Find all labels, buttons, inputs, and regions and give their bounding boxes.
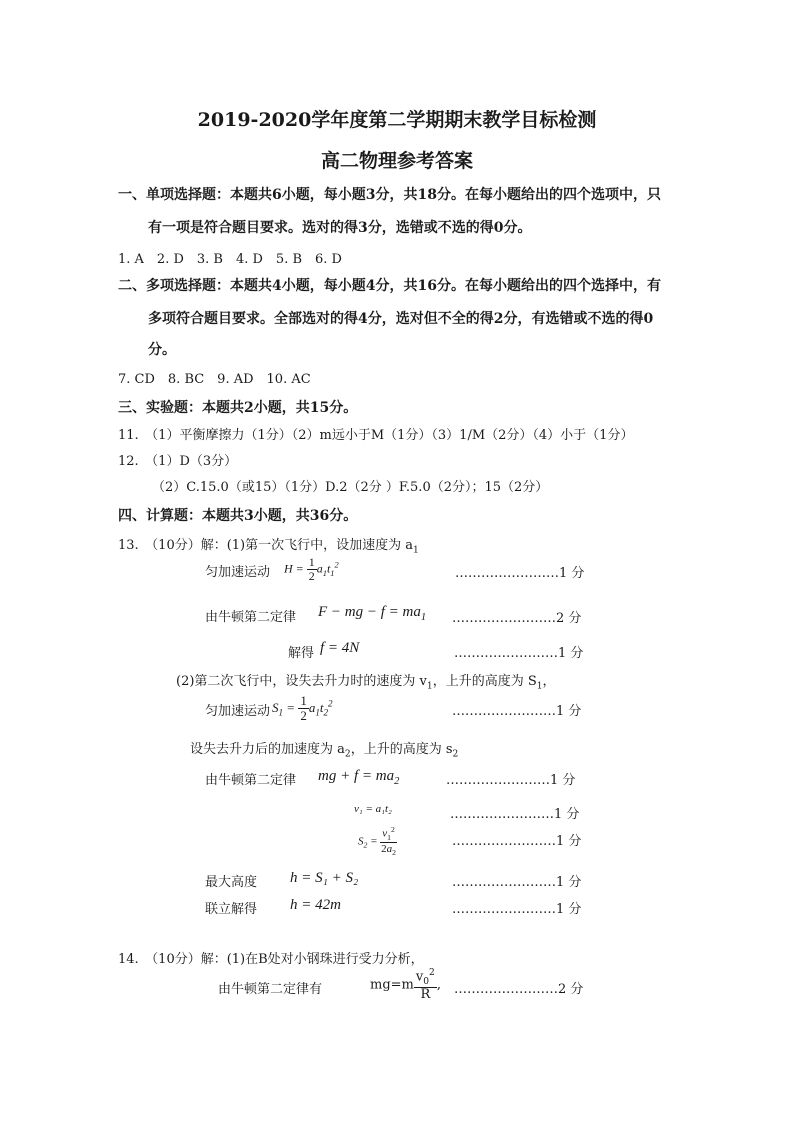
q13-line4-label: 匀加速运动 xyxy=(205,704,271,719)
q13-part3-intro: 设失去升力后的加速度为 $a_2$，上升的高度为 $s_2$ xyxy=(190,742,459,760)
section1-heading-line1: 一、单项选择题：本题共6小题，每小题3分，共18分。在每小题给出的四个选项中，只 xyxy=(118,187,661,203)
q13-line6-score: ……………………1 分 xyxy=(450,807,580,822)
q14-intro: 14. （10分）解：(1)在B处对小钢珠进行受力分析， xyxy=(118,952,424,967)
q13-intro: 13. （10分）解：(1)第一次飞行中，设加速度为 $a_1$ xyxy=(118,538,419,556)
q13-line5-label: 由牛顿第二定律 xyxy=(205,773,297,788)
q12-answer-part2: （2）C.15.0（或15）（1分）D.2（2分 ）F.5.0（2分）；15（2分） xyxy=(152,480,549,495)
q13-line2-equation: F − mg − $f = ma_1$ xyxy=(318,604,427,623)
q13-line3-score: ……………………1 分 xyxy=(454,646,584,661)
section2-answers: 7. CD 8. BC 9. AD 10. AC xyxy=(118,372,311,387)
page-title: 2019-2020学年度第二学期期末教学目标检测 xyxy=(197,109,597,131)
q13-line2-score: ……………………2 分 xyxy=(452,611,582,626)
q12-answer-part1: 12. （1）D（3分） xyxy=(118,454,238,469)
q13-line6-equation: v₁ = a₁t₂ xyxy=(354,803,392,815)
section2-heading-line3: 分。 xyxy=(148,342,176,358)
section3-heading: 三、实验题：本题共2小题，共15分。 xyxy=(118,400,358,416)
q13-line1-label: 匀加速运动 xyxy=(205,565,271,580)
section2-heading-line1: 二、多项选择题：本题共4小题，每小题4分，共16分。在每小题给出的四个选择中，有 xyxy=(118,278,661,294)
q13-line3-label: 解得 xyxy=(288,646,315,661)
q13-line5-score: ……………………1 分 xyxy=(446,773,576,788)
q13-part2-intro: (2)第二次飞行中，设失去升力时的速度为 $v_1$，上升的高度为 $S_1$， xyxy=(176,674,556,692)
section1-heading-line2: 有一项是符合题目要求。选对的得3分，选错或不选的得0分。 xyxy=(148,220,532,236)
section4-heading: 四、计算题：本题共3小题，共36分。 xyxy=(118,508,358,524)
section1-answers: 1. A 2. D 3. B 4. D 5. B 6. D xyxy=(118,252,342,267)
q13-line7-equation: $S_2$ = $\frac{v_1^2}{2a_2}$ xyxy=(358,825,396,858)
q13-line9-score: ……………………1 分 xyxy=(452,902,582,917)
page-subtitle: 高二物理参考答案 xyxy=(320,150,473,172)
q11-answer: 11. （1）平衡摩擦力（1分）（2）m远小于M（1分）（3）1/M（2分）（4）小于（1分） xyxy=(118,428,634,443)
q13-line8-label: 最大高度 xyxy=(205,875,258,890)
q13-line4-score: ……………………1 分 xyxy=(452,704,582,719)
q13-line2-label: 由牛顿第二定律 xyxy=(205,610,297,625)
q13-line3-equation: f = 4N xyxy=(320,640,360,656)
q13-line4-equation: $S_1$ = $\frac{1}{2}$ $a_1t_2^2$ xyxy=(272,693,333,724)
q13-line9-label: 联立解得 xyxy=(205,902,258,917)
q13-line1-equation: H = $\frac{1}{2}$ $a_1t_1^2$ xyxy=(284,555,339,584)
q14-line1-equation: mg=m $\frac{v_0^2}{R}$ , xyxy=(370,968,441,1002)
q13-line7-score: ……………………1 分 xyxy=(452,834,582,849)
q13-line1-score: ……………………1 分 xyxy=(455,566,585,581)
q14-line1-label: 由牛顿第二定律有 xyxy=(218,982,323,997)
q14-line1-score: ……………………2 分 xyxy=(454,982,584,997)
q13-line5-equation: mg + $f = ma_2$ xyxy=(318,768,400,787)
q13-line8-score: ……………………1 分 xyxy=(452,875,582,890)
q13-line9-equation: h = 42m xyxy=(290,897,341,913)
q13-line8-equation: h = S₁ + S₂ xyxy=(290,870,359,886)
section2-heading-line2: 多项符合题目要求。全部选对的得4分，选对但不全的得2分，有选错或不选的得0 xyxy=(148,311,654,327)
